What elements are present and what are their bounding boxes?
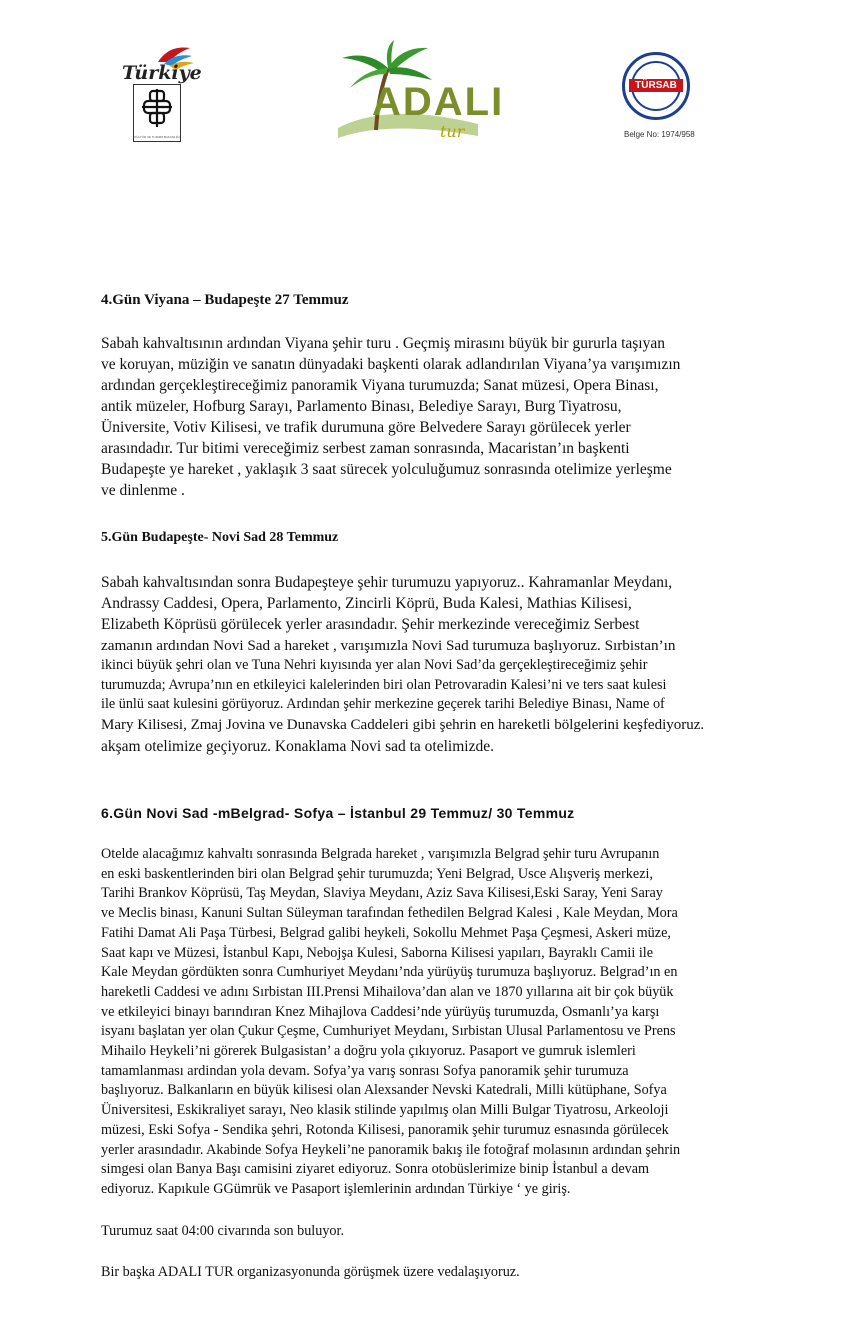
adali-wordmark: ADALI <box>372 80 505 124</box>
tursab-badge <box>622 52 690 120</box>
day6-line: Saat kapı ve Müzesi, İstanbul Kapı, Nebojşa Kulesi, Saborna Kilisesi yapıları, Bayraklı Camii ile <box>101 944 654 961</box>
day4-line: Sabah kahvaltısının ardından Viyana şehir turu . Geçmiş mirasını büyük bir gururla taşıyan <box>101 335 665 352</box>
day6-line: en eski baskentlerinden biri olan Belgrad şehir turumuzda; Yeni Belgrad, Usce Alışveriş merkezi, <box>101 865 653 882</box>
day6-heading: 6.Gün Novi Sad -mBelgrad- Sofya – İstanbul 29 Temmuz/ 30 Temmuz <box>101 805 575 821</box>
day4-line: ve dinlenme . <box>101 482 185 499</box>
day6-paragraph <box>101 845 751 1200</box>
day4-line: Üniversite, Votiv Kilisesi, ve trafik durumuna göre Belvedere Sarayı görülecek yerler <box>101 419 631 436</box>
day5-line: turumuzda; Avrupa’nın en etkileyici kalelerinden biri olan Petrovaradin Kalesi’ni ve ters saat kulesi <box>101 676 667 693</box>
day6-line: simgesi olan Banya Başı camisini ziyaret ediyoruz. Sonra otobüslerimize binip İstanbul a devam <box>101 1161 650 1178</box>
day6-line: Kale Meydan gördükten sonra Cumhuriyet Meydanı’nda yürüyüş turumuza başlıyoruz. Belgrad’ın en <box>101 964 678 981</box>
day4-paragraph <box>101 333 751 501</box>
day4-heading: 4.Gün Viyana – Budapeşte 27 Temmuz <box>101 292 349 308</box>
day4-line: Budapeşte ye hareket , yaklaşık 3 saat sürecek yolculuğumuz sonrasında otelimize yerleşme <box>101 461 672 478</box>
closing-line: Turumuz saat 04:00 civarında son buluyor. <box>101 1223 345 1239</box>
day4-line: arasındadır. Tur bitimi vereceğimiz serbest zaman sonrasında, Macaristan’ın başkenti <box>101 440 630 457</box>
ministry-caption: KÜLTÜR VE TURİZM BAKANLIĞI <box>134 135 180 139</box>
day6-line: başlıyoruz. Balkanların en büyük kilisesi olan Alexsander Nevski Katedrali, Milli kütüphane, Sofya <box>101 1082 667 1099</box>
day5-line: Andrassy Caddesi, Opera, Parlamento, Zincirli Köprü, Buda Kalesi, Mathias Kilisesi, <box>101 595 632 612</box>
day6-line: Üniversitesi, Eskikraliyet sarayı, Neo klasik stilinde yapılmış olan Milli Bulgar Tiyatrosu, Arkeoloji <box>101 1102 669 1119</box>
day6-line: Fatihi Damat Ali Paşa Türbesi, Belgrad galibi heykeli, Sokollu Mehmet Paşa Çeşmesi, Askeri müze, <box>101 924 671 941</box>
farewell-line: Bir başka ADALI TUR organizasyonunda görüşmek üzere vedalaşıyoruz. <box>101 1264 520 1280</box>
day6-line: yerler arasındadır. Akabinde Sofya Heykeli’ne panoramik bakış ile fotoğraf molasının ardından şehrin <box>101 1141 681 1158</box>
turkiye-logo <box>118 44 210 144</box>
day5-line: Mary Kilisesi, Zmaj Jovina ve Dunavska Caddeleri gibi şehrin en hareketli bölgelerini keşfediyoruz. <box>101 717 705 734</box>
turkiye-wordmark: Türkiye <box>122 62 202 84</box>
day4-line: ardından gerçekleştireceğimiz panoramik Viyana turumuzda; Sanat müzesi, Opera Binası, <box>101 377 659 394</box>
day4-line: ve koruyan, müziğin ve sanatın dünyadaki başkenti olarak adlandırılan Viyana’ya varışımızın <box>101 356 681 373</box>
day5-line: ile ünlü saat kulesini görüyoruz. Ardından şehir merkezine geçerek tarihi Belediye Binası, Name of <box>101 696 665 713</box>
day6-line: tamamlanması ardindan yola devam. Sofya’ya varış sonrası Sofya panoramik şehir turumuza <box>101 1062 629 1079</box>
day5-line: akşam otelimize geçiyoruz. Konaklama Novi sad ta otelimizde. <box>101 738 494 756</box>
day6-line: Otelde alacağımız kahvaltı sonrasında Belgrada hareket , varışımızla Belgrad şehir turu Avrupanın <box>101 846 660 862</box>
tursab-license-number: Belge No: 1974/958 <box>624 130 695 139</box>
tur-wordmark: tur <box>440 122 465 141</box>
day4-line: antik müzeler, Hofburg Sarayı, Parlamento Binası, Belediye Sarayı, Burg Tiyatrosu, <box>101 398 622 415</box>
day6-line: ve etkileyici binayı barındıran Knez Mihajlova Caddesi’nde yürüyüş turumuzda, Osmanlı’ya karşı <box>101 1003 660 1020</box>
day6-line: isyanı başlatan yer olan Çukur Çeşme, Cumhuriyet Meydanı, Sırbistan Ulusal Parlamentosu ve Prens <box>101 1023 676 1040</box>
day6-line: ve Meclis binası, Kanuni Sultan Süleyman tarafından fethedilen Belgrad Kalesi , Kale Meydan, Mora <box>101 905 678 922</box>
tursab-logo <box>610 50 706 144</box>
day6-line: Tarihi Brankov Köprüsü, Taş Meydan, Slaviya Meydanı, Aziz Sava Kilisesi,Eski Saray, Yeni Saray <box>101 885 663 902</box>
day5-line: ikinci büyük şehri olan ve Tuna Nehri kıyısında yer alan Novi Sad’da gerçekleştireceğimiz şehir <box>101 657 648 673</box>
tursab-name: TÜRSAB <box>629 79 683 92</box>
day6-line: müzesi, Eski Sofya - Sendika şehri, Rotonda Kilisesi, panoramik şehir turumuz esnasında görülecek <box>101 1121 669 1138</box>
day6-line: ediyoruz. Kapıkule GGümrük ve Pasaport işlemlerinin ardından Türkiye ‘ ye giriş. <box>101 1180 571 1197</box>
day5-line: Sabah kahvaltısından sonra Budapeşteye şehir turumuzu yapıyoruz.. Kahramanlar Meydanı, <box>101 574 673 591</box>
day6-line: hareketli Caddesi ve adını Sırbistan III.Prensi Mihailova’dan alan ve 1870 yıllarına ait bir çok büyük <box>101 983 674 1000</box>
day5-paragraph <box>101 572 751 757</box>
adali-tur-logo <box>328 40 505 146</box>
knot-emblem-icon <box>134 85 180 131</box>
day5-line: zamanın ardından Novi Sad a hareket , varışımızla Novi Sad turumuza başlıyoruz. Sırbistan’ın <box>101 637 676 654</box>
day5-heading: 5.Gün Budapeşte- Novi Sad 28 Temmuz <box>101 530 339 545</box>
day6-line: Mihailo Heykeli’ni görerek Bulgasistan’ a doğru yola çıkıyoruz. Pasaport ve gumruk islemleri <box>101 1043 636 1060</box>
ministry-emblem <box>133 84 181 142</box>
day5-line: Elizabeth Köprüsü görülecek yerler arasındadır. Şehir merkezinde vereceğimiz Serbest <box>101 616 640 633</box>
